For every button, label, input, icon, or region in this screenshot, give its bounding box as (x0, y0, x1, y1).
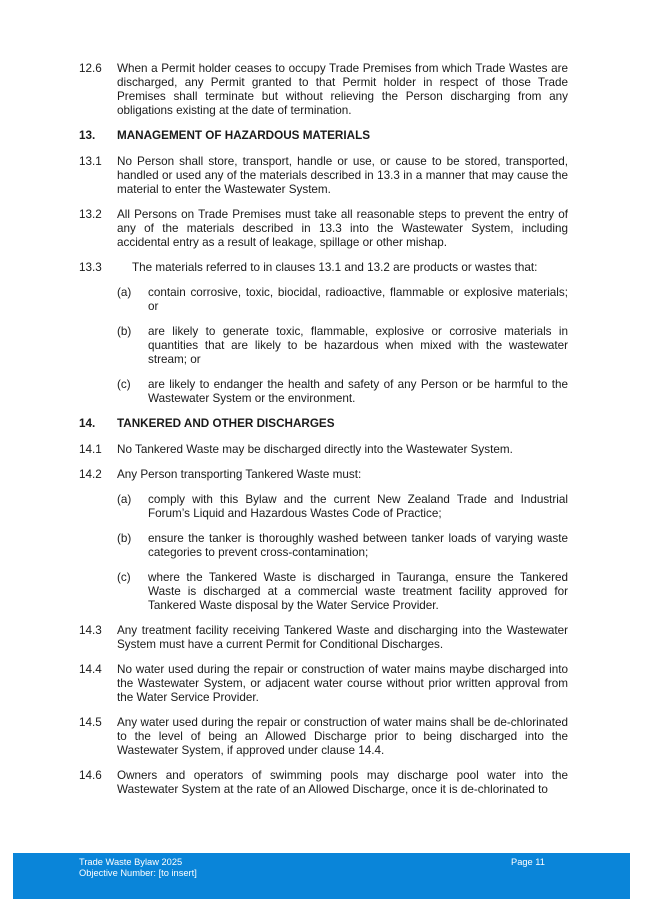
subclause-13-3-c (117, 378, 568, 406)
footer-page-number: Page 11 (511, 857, 545, 867)
section-13-heading (79, 129, 568, 143)
clause-number: 13.2 (79, 208, 102, 221)
subclause-14-2-b (117, 532, 568, 560)
section-title: MANAGEMENT OF HAZARDOUS MATERIALS (117, 129, 370, 142)
clause-14-6 (79, 769, 568, 797)
clause-number: 14.1 (79, 443, 102, 456)
clause-13-2 (79, 208, 568, 250)
subclause-text: ensure the tanker is thoroughly washed between tanker loads of varying waste categories to prevent cross-contamination; (148, 532, 568, 559)
clause-number: 14.5 (79, 716, 102, 729)
clause-number: 13.1 (79, 155, 102, 168)
clause-text: Any Person transporting Tankered Waste must: (117, 468, 362, 481)
section-14-heading (79, 417, 568, 431)
clause-13-3 (79, 261, 568, 275)
clause-number: 12.6 (79, 62, 102, 75)
subclause-14-2-a (117, 493, 568, 521)
subclause-text: contain corrosive, toxic, biocidal, radioactive, flammable or explosive materials; or (148, 286, 568, 313)
subclause-label: (b) (117, 325, 132, 338)
footer-objective-number: Objective Number: [to insert] (79, 868, 197, 878)
clause-text: No water used during the repair or construction of water mains maybe discharged into the Wastewater System, or adjacent water course without prior written approval from the Water Service Provider. (117, 663, 568, 704)
subclause-label: (c) (117, 571, 131, 584)
subclause-text: are likely to generate toxic, flammable, explosive or corrosive materials in quantities that are likely to be hazardous when mixed with the wastewater stream; or (148, 325, 568, 366)
footer-doc-title: Trade Waste Bylaw 2025 (79, 857, 183, 867)
clause-text: All Persons on Trade Premises must take all reasonable steps to prevent the entry of any of the materials described in 13.3 into the Wastewater System, including accidental entry as a result of leakage, spillage or other mishap. (117, 208, 568, 249)
subclause-13-3-b (117, 325, 568, 367)
clause-number: 14.2 (79, 468, 102, 481)
clause-14-5 (79, 716, 568, 758)
subclause-label: (c) (117, 378, 131, 391)
subclause-text: comply with this Bylaw and the current New Zealand Trade and Industrial Forum’s Liquid and Hazardous Wastes Code of Practice; (148, 493, 568, 520)
clause-text: Any treatment facility receiving Tankered Waste and discharging into the Wastewater System must have a current Permit for Conditional Discharges. (117, 624, 568, 651)
subclause-text: are likely to endanger the health and safety of any Person or be harmful to the Wastewater System or the environment. (148, 378, 568, 405)
subclause-14-2-c (117, 571, 568, 613)
clause-14-3 (79, 624, 568, 652)
clause-text: No Tankered Waste may be discharged directly into the Wastewater System. (117, 443, 513, 456)
page-content (79, 62, 568, 808)
clause-text: When a Permit holder ceases to occupy Trade Premises from which Trade Wastes are discharged, any Permit granted to that Permit holder in respect of those Trade Premises shall terminate but without relieving the Person discharging from any obligations existing at the date of termination. (117, 62, 568, 117)
clause-14-4 (79, 663, 568, 705)
subclause-text: where the Tankered Waste is discharged in Tauranga, ensure the Tankered Waste is discharged at a commercial waste treatment facility approved for Tankered Waste disposal by the Water Service Provider. (148, 571, 568, 612)
subclause-label: (b) (117, 532, 132, 545)
clause-14-1 (79, 443, 568, 457)
clause-number: 13.3 (79, 261, 102, 274)
clause-14-2 (79, 468, 568, 482)
section-title: TANKERED AND OTHER DISCHARGES (117, 417, 335, 430)
page-footer (13, 853, 630, 899)
footer-left (79, 857, 197, 879)
clause-number: 14.6 (79, 769, 102, 782)
section-number: 13. (79, 129, 96, 142)
subclause-label: (a) (117, 493, 132, 506)
subclause-label: (a) (117, 286, 132, 299)
clause-12-6 (79, 62, 568, 118)
clause-number: 14.3 (79, 624, 102, 637)
clause-text: Any water used during the repair or construction of water mains shall be de-chlorinated to the level of being an Allowed Discharge prior to being discharged into the Wastewater System, if approved under clause 14.4. (117, 716, 568, 757)
section-number: 14. (79, 417, 96, 430)
clause-text: No Person shall store, transport, handle or use, or cause to be stored, transported, handled or used any of the materials described in 13.3 in a manner that may cause the material to enter the Wastewater System. (117, 155, 568, 196)
clause-number: 14.4 (79, 663, 102, 676)
subclause-13-3-a (117, 286, 568, 314)
clause-text: The materials referred to in clauses 13.1 and 13.2 are products or wastes that: (132, 261, 538, 274)
clause-text: Owners and operators of swimming pools may discharge pool water into the Wastewater System at the rate of an Allowed Discharge, once it is de-chlorinated to (117, 769, 568, 796)
clause-13-1 (79, 155, 568, 197)
